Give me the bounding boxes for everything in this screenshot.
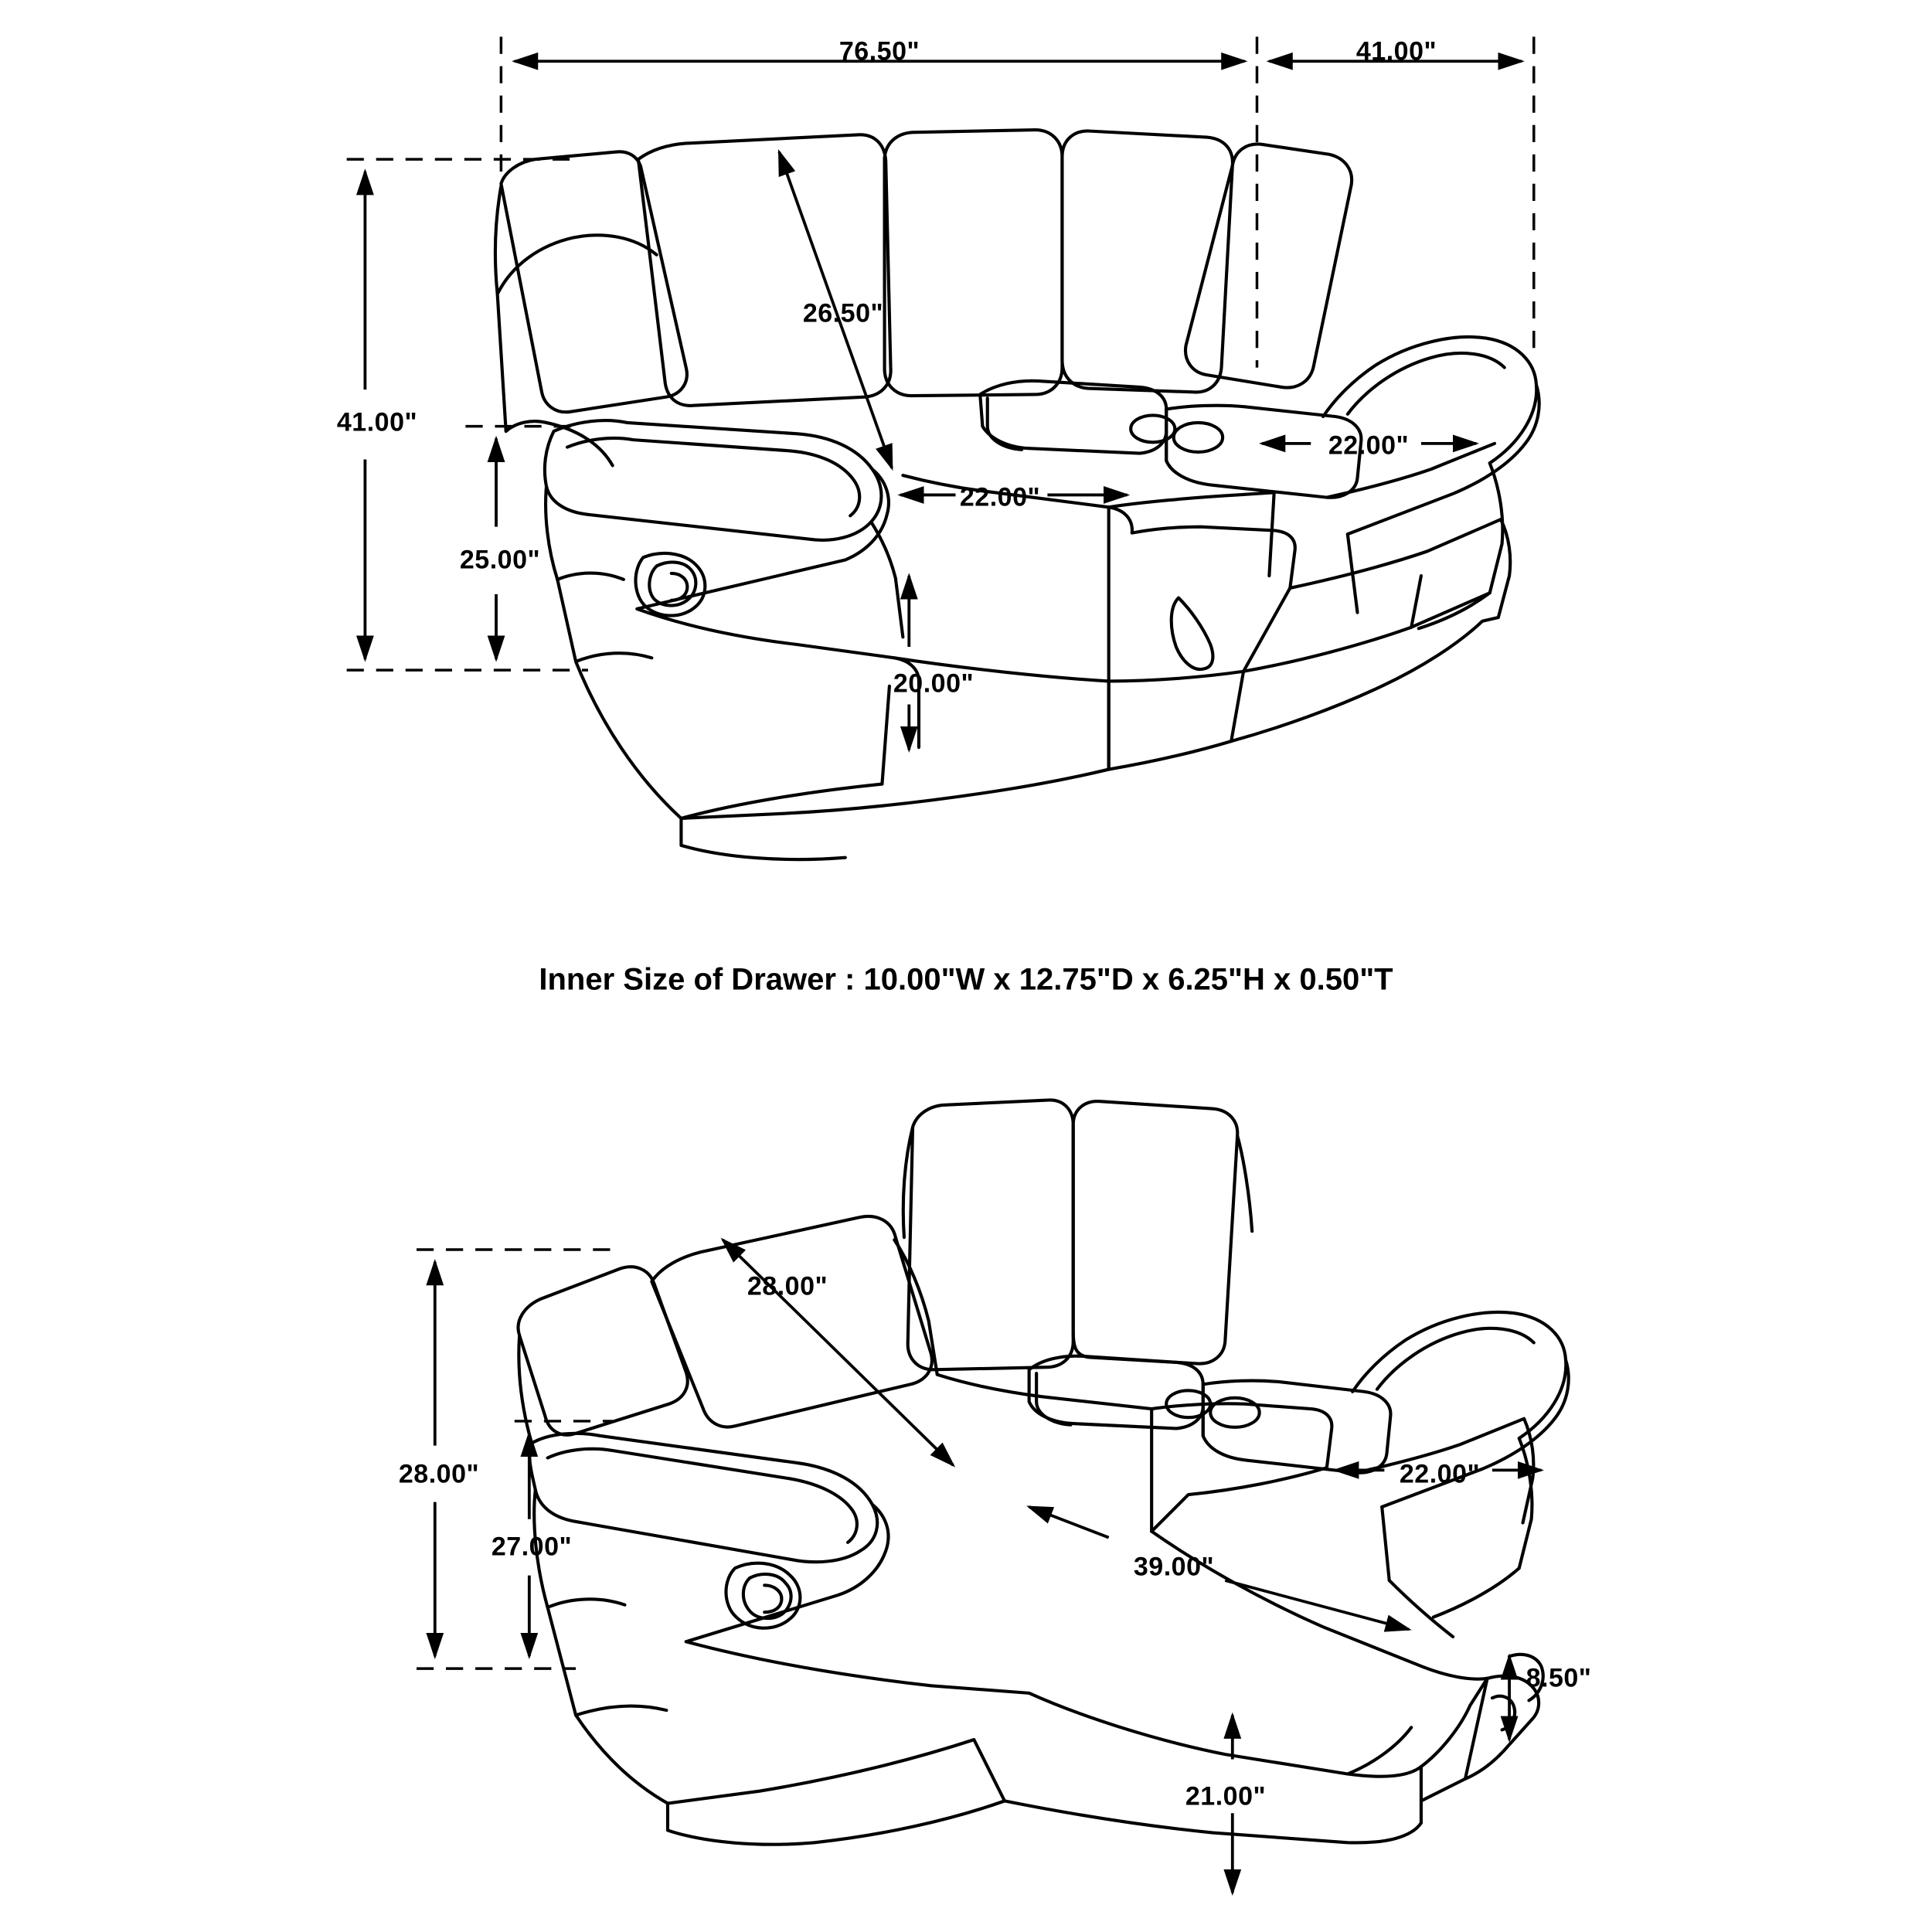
dimension-label-reclined-seat-depth: 22.00" xyxy=(1399,1459,1481,1489)
dimension-label-reclined-height: 28.00" xyxy=(398,1459,480,1489)
dimension-label-back-height: 26.50" xyxy=(802,298,884,328)
dimension-label-footrest-thickness: 8.50" xyxy=(1526,1663,1592,1693)
dimension-label-seat-height: 20.00" xyxy=(893,668,975,699)
dimension-label-console-width: 41.00" xyxy=(1355,36,1437,66)
drawer-size-note: Inner Size of Drawer : 10.00"W x 12.75"D x 6.25"H x 0.50"T xyxy=(539,962,1393,997)
dimension-label-seat-depth-left: 22.00" xyxy=(959,482,1041,512)
dimension-label-overall-width: 76.50" xyxy=(838,36,920,66)
dimension-label-reclined-arm-height: 27.00" xyxy=(491,1532,573,1562)
dimension-label-reclined-extension: 39.00" xyxy=(1133,1552,1215,1582)
dimension-label-footrest-height: 21.00" xyxy=(1185,1781,1267,1811)
reclined-dimension-arrows xyxy=(435,1240,1542,1893)
dimension-label-arm-height: 25.00" xyxy=(459,545,541,575)
dimension-label-reclined-back-height: 28.00" xyxy=(747,1271,828,1301)
dimension-label-overall-height: 41.00" xyxy=(336,407,418,437)
dimension-label-seat-depth-right: 22.00" xyxy=(1328,430,1410,461)
